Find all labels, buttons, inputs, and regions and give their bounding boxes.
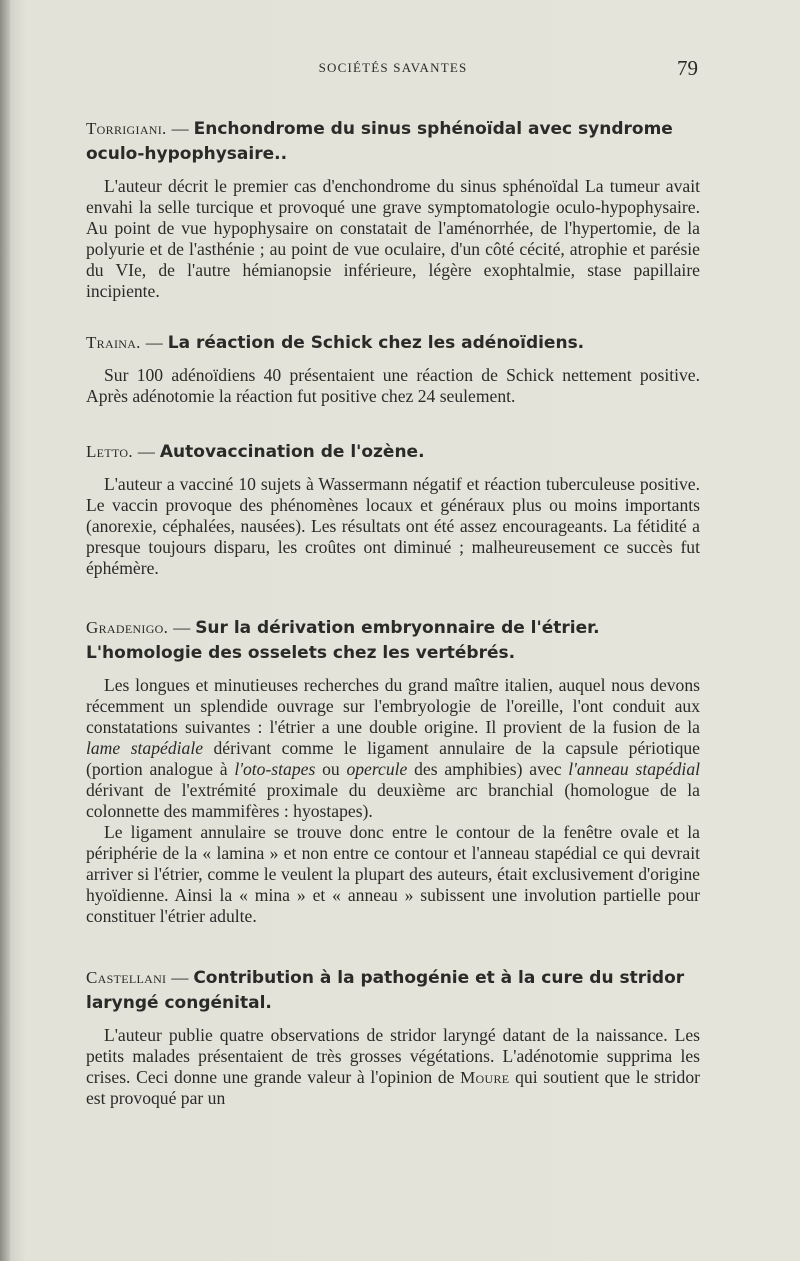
running-head: SOCIÉTÉS SAVANTES [318, 60, 468, 75]
entry-author: Castellani [86, 968, 167, 987]
cited-author: Moure [460, 1068, 510, 1087]
entry-author: Gradenigo. [86, 618, 169, 637]
entry-castellani [86, 965, 700, 1109]
entry-heading [86, 439, 700, 464]
entry-author: Traina. [86, 333, 141, 352]
entry-letto [86, 439, 700, 579]
page-header [86, 56, 700, 82]
text-run: dérivant comme le ligament annulaire de la capsule périotique (portion analogue à [86, 738, 700, 779]
entry-torrigiani [86, 116, 700, 302]
text-run: dérivant de l'extrémité proximale du deuxième arc branchial (homologue de la colonnette des mammifères : hyostapes). [86, 780, 700, 821]
entry-author: Torrigiani. [86, 119, 167, 138]
entry-paragraph [86, 675, 700, 822]
entry-dash: — [171, 968, 189, 987]
entry-paragraph: Sur 100 adénoïdiens 40 présentaient une réaction de Schick nettement positive. Après adénotomie la réaction fut positive chez 24 seulement. [86, 365, 700, 406]
entry-title: Contribution à la pathogénie et à la cure du stridor laryngé congénital. [86, 968, 685, 1013]
entry-heading [86, 615, 700, 665]
entry-title: Enchondrome du sinus sphénoïdal avec syndrome oculo-hypophysaire.. [86, 119, 673, 164]
text-run: ou [315, 759, 347, 779]
entry-title: Autovaccination de l'ozène. [159, 442, 425, 462]
text-run: qui soutient que le stridor est provoqué par un [86, 1067, 700, 1108]
entry-dash: — [137, 442, 155, 461]
entry-author: Letto. [86, 442, 133, 461]
entry-paragraph: L'auteur a vacciné 10 sujets à Wassermann négatif et réaction tuberculeuse positive. Le vaccin provoque des phénomènes locaux et généraux plus ou moins importants (anorexie, céphalées, nausées). Les résultats ont été assez encourageants. La fétidité a presque toujours disparu, les croûtes ont diminué ; malheureusement ce succès fut éphémère. [86, 474, 700, 578]
book-spine-shadow [0, 0, 10, 1261]
text-run: des amphibies) avec [407, 759, 569, 779]
entry-paragraph: L'auteur décrit le premier cas d'enchondrome du sinus sphénoïdal La tumeur avait envahi la selle turcique et provoqué une grave symptomatologie oculo-hypophysaire. Au point de vue hypophysaire on constatait de l'aménorrhée, de l'hypertomie, de la polyurie et de l'asthénie ; au point de vue oculaire, d'un côté cécité, atrophie et parésie du VIe, de l'autre hémianopsie inférieure, légère exophtalmie, stase papillaire incipiente. [86, 176, 700, 301]
italic-term: l'anneau stapédial [568, 759, 701, 779]
entry-heading [86, 965, 700, 1015]
entry-title: La réaction de Schick chez les adénoïdiens. [167, 333, 585, 353]
entry-traina [86, 330, 700, 407]
entry-heading [86, 116, 700, 166]
italic-term: lame stapédiale [86, 738, 204, 758]
entry-dash: — [173, 618, 191, 637]
text-run: L'auteur publie quatre observations de stridor laryngé datant de la naissance. Les petits malades présentaient de très grosses végétations. L'adénotomie supprima les crises. Ceci donne une grande valeur à l'opinion de [86, 1025, 700, 1087]
page-number: 79 [677, 56, 698, 80]
entry-title: Sur la dérivation embryonnaire de l'étrier. L'homologie des osselets chez les vertébrés. [86, 618, 600, 663]
text-run: Les longues et minutieuses recherches du grand maître italien, auquel nous devons récemment un splendide ouvrage sur l'embryologie de l'oreille, l'ont conduit aux constatations suivantes : l'étrier a une double origine. Il provient de la fusion de la [86, 675, 700, 737]
entry-dash: — [171, 119, 189, 138]
entry-paragraph: Le ligament annulaire se trouve donc entre le contour de la fenêtre ovale et la périphérie de la « lamina » et non entre ce contour et l'anneau stapédial ce qui devrait arriver si l'étrier, comme le veulent la plupart des auteurs, était exclusivement d'origine hyoïdienne. Ainsi la « mina » et « anneau » subissent une involution partielle pour constituer l'étrier adulte. [86, 822, 700, 926]
entry-paragraph [86, 1025, 700, 1109]
entry-gradenigo [86, 615, 700, 927]
entry-dash: — [145, 333, 163, 352]
page-content [86, 116, 700, 1109]
italic-term: opercule [346, 759, 408, 779]
entry-heading [86, 330, 700, 355]
italic-term: l'oto-stapes [234, 759, 316, 779]
